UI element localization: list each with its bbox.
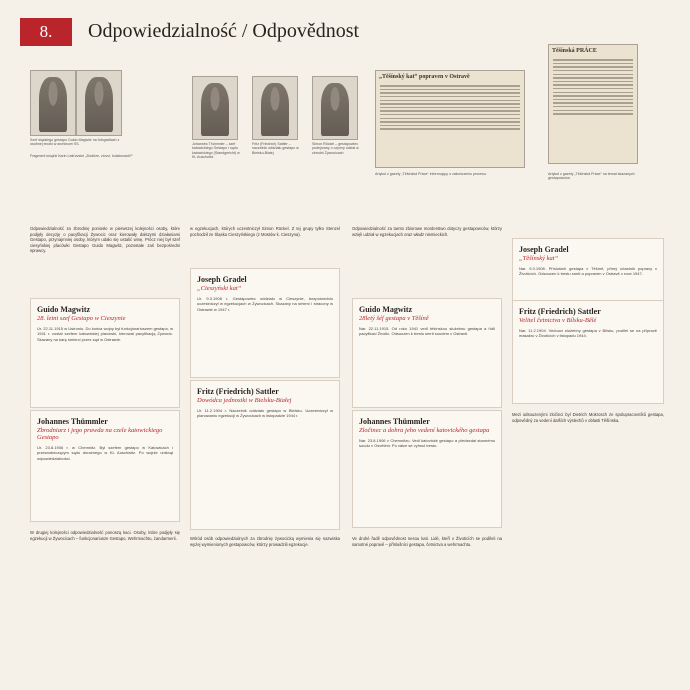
bio-name: Johannes Thümmler <box>359 417 430 426</box>
bio-box-gradel-pl <box>190 268 340 378</box>
bio-name: Fritz (Friedrich) Sattler <box>519 307 601 316</box>
bio-box-sattler-pl <box>190 380 340 530</box>
newspaper-headline-2: Těšínská PRÁCE <box>552 48 597 54</box>
col-right-text: Odpowiedzialność za tamto zbiorowe morderstwo dotyczy gestapowców, którzy wzięli udział w egzekucjach oraz władz niemieckich. <box>352 226 502 237</box>
bio-subtitle: Zbrodniarz i jego prawda na czele katowickiego Gestapo <box>37 427 163 441</box>
bio-subtitle: Velitel četnictva v Bílsku-Bělé <box>519 317 597 324</box>
caption-magwitz: Szef śląskiego gestapo Guido Magwitz na fotografiach z osobnej teczki w archiwum SS. <box>30 138 120 147</box>
bio-text: Ur. 22.11.1915 w Ustroniu. Do końca wojny był funkcjonariuszem gestapo, w 1941 r. został szefem katowickiej placówki, kierował pacyfikacją Żywocic. Skazany na karę śmierci przez sąd w Ostrawie. <box>37 326 173 342</box>
bio-text: Ur. 9.3.1908 r. Gestapowiec oddziału w Cieszynie, bezpośrednio uczestniczył w egzekucjach w Żywocicach. Skazany na śmierć i stracony w Ostrawie w 1947 r. <box>197 296 333 312</box>
bottom-far-text: Mezi odsouzenými zločinci byl Dietrich Mokrosch ze spolupracovníků gestapa, odpovědný za vedení dalších výslechů v oblasti Těšínska. <box>512 412 664 423</box>
intro-text: Odpowiedzialność za zbrodnię poniosło w pierwszej kolejności osoby, które podjęły decyzję o pacyfikacji Żywocic oraz kierowały dalszymi działaniami Gestapo, przynajmniej osoby, którym udało się ustalić winę. Prócz niej był szef ciesyńskiej placówki Gestapo Guido Magwitz, pozostałe zaś bezpośredni sprawcy. <box>30 226 180 253</box>
caption-note: Fragment książki Karin Lašťovské „Zloděze, zlovci, kolaboranti?“ <box>30 154 133 158</box>
photo-thummler <box>192 76 238 140</box>
newspaper-headline-1: „Těšínský kat“ popraven v Ostravě <box>379 74 470 80</box>
bio-text: Ur. 11.2.1904 r. Naczelnik oddziału gestapo w Bielsku. Uczestniczył w planowaniu egzekucji w Żywocicach w listopadzie 1944 r. <box>197 408 333 419</box>
bio-subtitle: „Cieszyński kat“ <box>197 285 242 292</box>
photo-sattler <box>252 76 298 140</box>
photo-magwitz-1 <box>30 70 76 136</box>
bio-subtitle: „Těšínský kat“ <box>519 255 559 262</box>
col-mid-text: w egzekucjach, których uczestniczył Simon Röckel. Z tej grupy tylko Stenzel pochodził ze Śląska Cieszyńskiego (z Mostów k. Cieszyna). <box>190 226 340 237</box>
bio-box-sattler-cz <box>512 300 664 404</box>
bottom-mid-text: Wśród osób odpowiedzialnych za zbrodnię żywocicką wymienia się nazwiska wyżej wymienionych gestapowców, którzy prowadzili egzekucje. <box>190 536 340 547</box>
bio-name: Joseph Gradel <box>197 275 247 284</box>
bio-text: Nar. 23.8.1906 v Chemnitzu. Vedl katovické gestapo a předsedal stannému soudu v Osvětimi. Po válce se vyhnul trestu. <box>359 438 495 449</box>
bio-box-magwitz-cz <box>352 298 502 408</box>
bio-box-thummler-cz <box>352 410 502 528</box>
bio-text: Nar. 11.2.1904. Vedoucí služebny gestapa v Bílsku, podílel se na přípravě masakru v Životicích v listopadu 1944. <box>519 328 657 339</box>
bio-name: Joseph Gradel <box>519 245 569 254</box>
photo-row <box>20 48 670 216</box>
bio-name: Guido Magwitz <box>37 305 91 314</box>
bio-subtitle: Dowódca jednostki w Bielsku-Białej <box>197 397 292 404</box>
page-header <box>0 0 690 44</box>
bio-box-thummler-pl <box>30 410 180 522</box>
bottom-left-text: W drugiej kolejności odpowiedzialność ponoszą kaci. Osoby, które podjęły się egzekucji w Żywocicach – funkcjonariusze Gestapo, Wehrmachtu, żandarmerii. <box>30 530 180 541</box>
newspaper-clipping-1 <box>375 70 525 168</box>
bio-name: Johannes Thümmler <box>37 417 108 426</box>
page-title: Odpowiedzialność / Odpovědnost <box>88 20 360 42</box>
caption-sattler: Fritz (Friedrich) Sattler – naczelnik oddziału gestapo w Bielsku-Białej <box>252 142 299 155</box>
bio-text: Nar. 9.3.1908. Příslušník gestapa v Těšíně, přímý účastník popravy v Životicích. Odsouzen k trestu smrti a popraven v Ostravě v roce 1947. <box>519 266 657 277</box>
caption-gazeta-2: Artykuł z gazety „Těšínská Práce“ na temat skazanych gestapowców. <box>548 172 635 181</box>
bio-subtitle: 28letý šéf gestapa v Těšíně <box>359 315 429 322</box>
caption-rockel: Simon Röckel – gestapowiec podejrzany o czynny udział w zbrodni Żywocicach <box>312 142 359 155</box>
photo-magwitz-2 <box>76 70 122 136</box>
bio-text: Nar. 22.11.1915. Od roku 1941 vedl těšínskou služebnu gestapa a řídil pacyfikaci Životic. Odsouzen k trestu smrti soudem v Ostravě. <box>359 326 495 337</box>
bio-name: Fritz (Friedrich) Sattler <box>197 387 279 396</box>
bio-name: Guido Magwitz <box>359 305 413 314</box>
caption-thummler: Johannes Thümmler – szef katowickiego Gestapo i sądu katowickiego (Standgericht) w KL Auschwitz <box>192 142 240 160</box>
photo-rockel <box>312 76 358 140</box>
newspaper-clipping-2 <box>548 44 638 164</box>
bio-box-magwitz-pl <box>30 298 180 408</box>
caption-gazeta: Artykuł z gazety „Těšínská Práce“ informujący o zakończeniu procesu. <box>375 172 487 176</box>
bottom-right-text: Ve druhé řadě odpovědnost nesou kati. Lidé, kteří v Životicích se podíleli na samotné popravě – příslušníci gestapa, četnictva a wehrmachtu. <box>352 536 502 547</box>
chapter-number: 8. <box>20 18 72 46</box>
bio-text: Ur. 23.8.1906 r. w Chemnitz. Był szefem gestapo w Katowicach i przewodniczącym sądu doraźnego w KL Auschwitz. Po wojnie uniknął odpowiedzialności. <box>37 445 173 461</box>
bio-subtitle: Zločinec a dohra jeho vedení katovického gestapa <box>359 427 490 434</box>
bio-subtitle: 28. letni szef Gestapo w Cieszynie <box>37 315 126 322</box>
